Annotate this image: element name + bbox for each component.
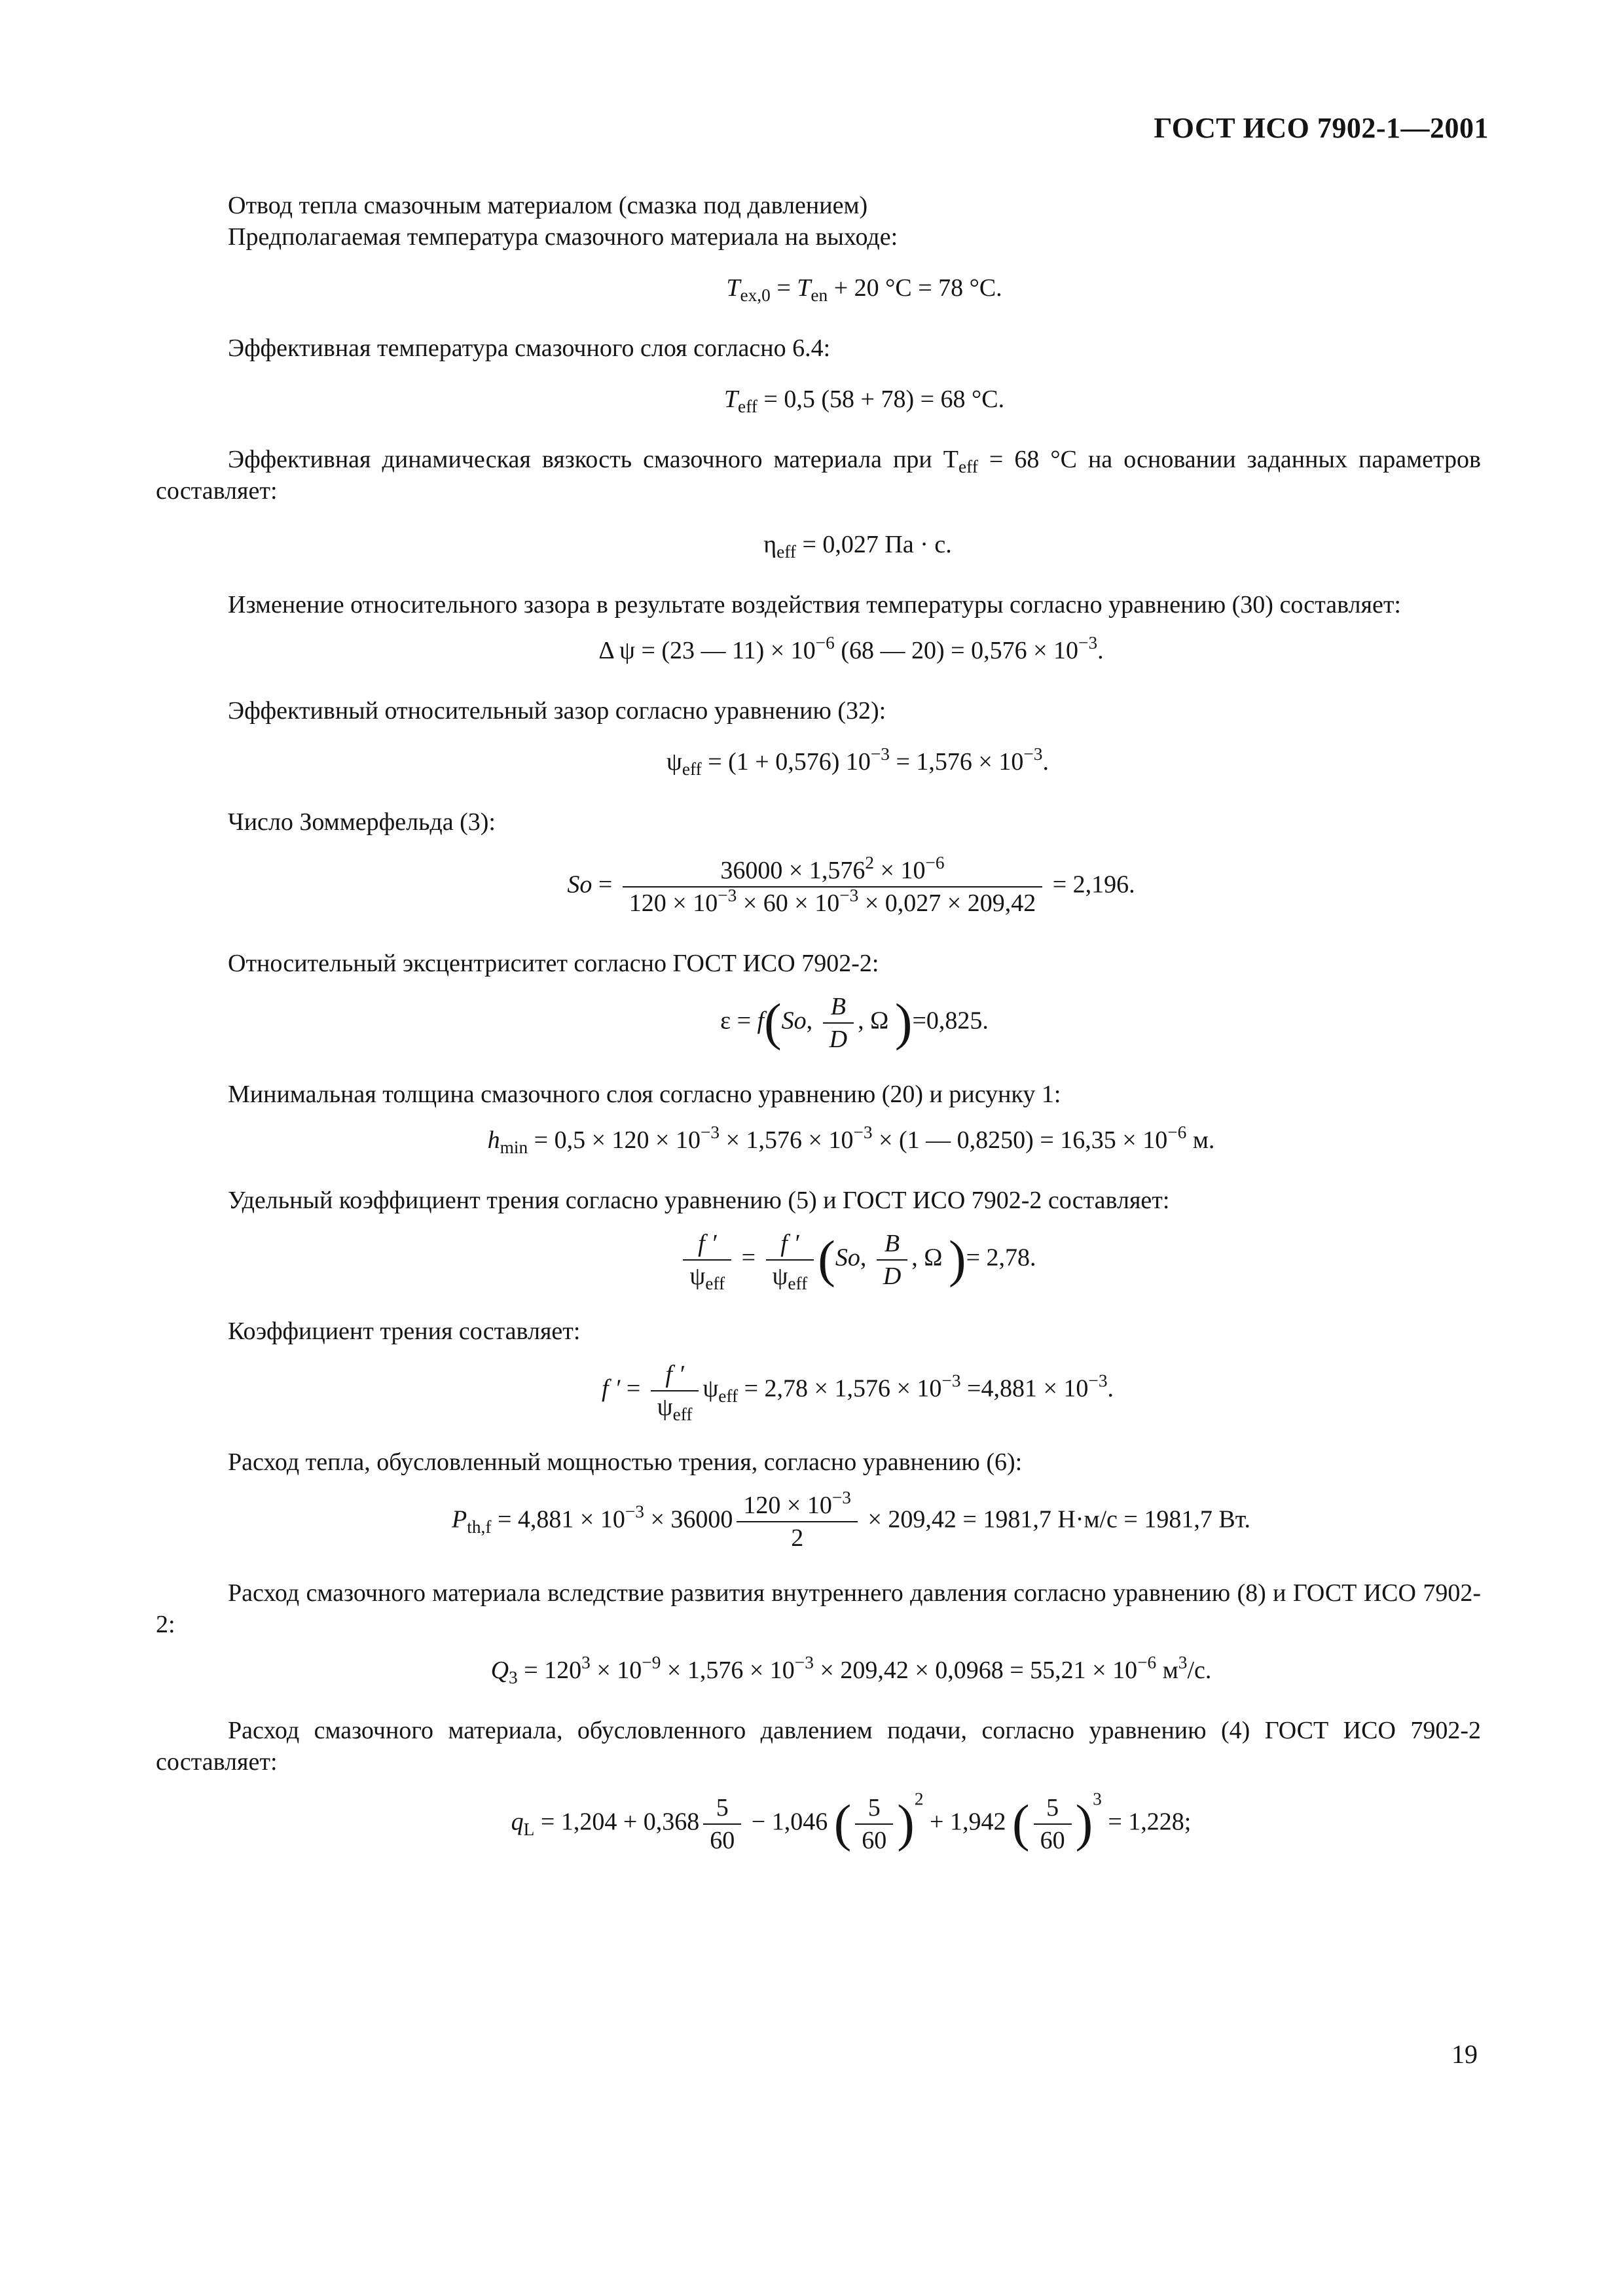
sommerfeld-fraction: $\frac{36000 \times 1,576^2 \times 10^{-6}}{120 \times 10^{-3} \times 60 \times 10^{-3} \times 0,027 \times 209,42}$ [623,855,1042,919]
formula-outlet-temperature: $T_{ex,0} = T_{en} + 20$ °С = 78 °С. [726,274,1002,306]
document-header: ГОСТ ИСО 7902-1—2001 [1154,112,1489,144]
paragraph-specific-friction: Удельный коэффициент трения согласно уравнению (5) и ГОСТ ИСО 7902-2 составляет: [228,1187,1170,1214]
paragraph-lubricant-flow-feed: Расход смазочного материала, обусловленного давлением подачи, согласно уравнению (4) ГОСТ ИСО 7902-2 составляет: [156,1717,1481,1776]
page-number: 19 [1451,2039,1478,2069]
paragraph-outlet-temperature: Предполагаемая температура смазочного материала на выходе: [228,223,898,251]
paragraph-heat-removal: Отвод тепла смазочным материалом (смазка под давлением) [228,192,868,219]
formula-lubricant-flow-feed: $q_L = 1,204 + 0,368$ $\frac{5}{60}$ − 1,046 ( $\frac{5}{60}$ )$^2$ + 1,942 ( $\frac{5}{60}$ )$^3$ = 1,228; [511,1789,1192,1854]
formula-friction-coefficient: f ′ = $\frac{f '}{\psi_{eff}}$ $\psi_{eff} = 2,78 \times 1,576 \times 10^{-3} =4,881 \times 10^{-3}$. [156,1359,1481,1423]
formula-effective-viscosity: $\eta_{eff} = 0,027$ Па · с. [763,531,952,562]
paragraph-effective-clearance: Эффективный относительный зазор согласно уравнению (32): [228,697,886,725]
formula-min-film-thickness: $h_{min} = 0,5 \times 120 \times 10^{-3} \times 1,576 \times 10^{-3} \times (1$ — $0,8250) = 16,35 \times 10^{-6}$ м. [487,1122,1215,1158]
paragraph-lubricant-flow-pressure: Расход смазочного материала вследствие развития внутреннего давления согласно уравнению (8) и ГОСТ ИСО 7902-2: [156,1579,1481,1638]
paragraph-effective-temperature: Эффективная температура смазочного слоя согласно 6.4: [228,334,831,362]
formula-effective-temperature: $T_{eff} = 0,5$ (58 + 78) = 68 °С. [723,386,1005,417]
formula-sommerfeld-number: So = $\frac{36000 \times 1,576^2 \times 10^{-6}}{120 \times 10^{-3} \times 60 \times 10^{-3} \times 0,027 \times 209,42}$ = 2,196. [156,855,1481,919]
paragraph-friction-coefficient: Коэффициент трения составляет: [228,1318,581,1345]
page-body [156,190,1481,1856]
paragraph-clearance-change: Изменение относительного зазора в результате воздействия температуры согласно уравнению (30) составляет: [228,591,1401,619]
paragraph-eccentricity: Относительный эксцентриситет согласно ГОСТ ИСО 7902-2: [228,950,879,977]
formula-specific-friction: $\frac{f '}{\psi_{eff}}$ = $\frac{f '}{\psi_{eff}}$ (So, $\frac{B}{D}$ , Ω )= 2,78. [156,1228,1481,1292]
paragraph-min-film-thickness: Минимальная толщина смазочного слоя согласно уравнению (20) и рисунку 1: [228,1081,1061,1108]
formula-friction-power-heat: $P_{th,f} = 4,881 \times 10^{-3} \times 36000$ $\frac{120 \times 10^{-3}}{2}$ × 209,42 = 1981,7 Н·м/с = 1981,7 Вт. [452,1487,1250,1552]
paragraph-effective-viscosity: Эффективная динамическая вязкость смазочного материала при $T_{eff} = 68$ °С на основании заданных параметров составляет: [156,446,1481,505]
formula-eccentricity: ε = f(So, $\frac{B}{D}$ , Ω )=0,825. [156,991,1481,1055]
formula-clearance-change: Δ ψ = (23 — $11) \times 10^{-6}$ (68 — $20) = 0,576 \times 10^{-3}$. [598,632,1104,664]
formula-effective-clearance: $\psi_{eff} = (1 + 0,576) 10^{-3} = 1,576 \times 10^{-3}$. [666,744,1049,780]
formula-lubricant-flow-pressure: $Q_3 = 120^3 \times 10^{-9} \times 1,576 \times 10^{-3} \times 209,42 \times 0,0968 = 55,21 \times 10^{-6}$ $м^3/с$. [490,1652,1212,1688]
paragraph-friction-power-heat: Расход тепла, обусловленный мощностью трения, согласно уравнению (6): [228,1448,1023,1476]
paragraph-sommerfeld-number: Число Зоммерфельда (3): [228,808,496,836]
